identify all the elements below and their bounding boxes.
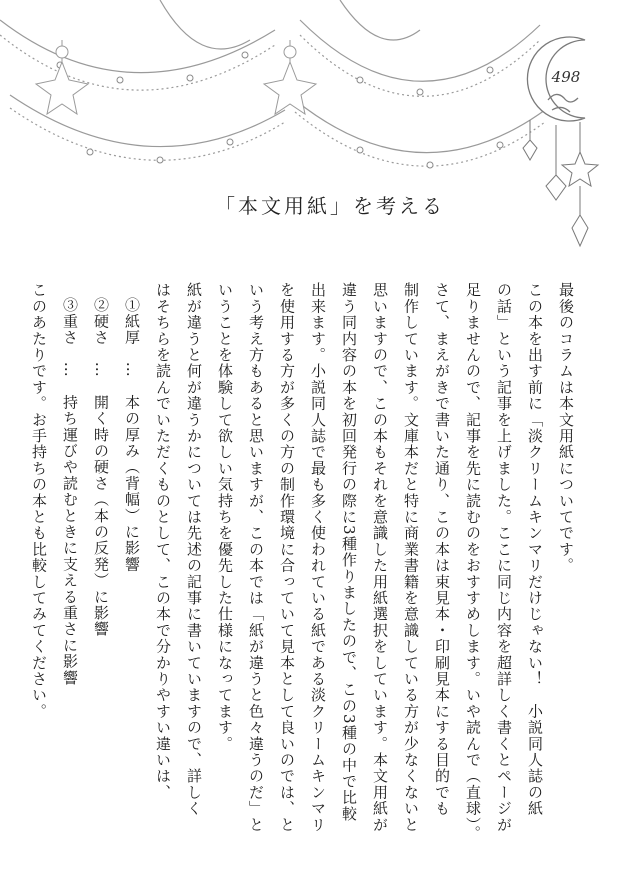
paragraph-line: 違う同内容の本を初回発行の際に3種作りましたので、この3種の中で比較 bbox=[340, 282, 358, 822]
paragraph-line: このあたりです。お手持ちの本とも比較してみてください。 bbox=[30, 282, 48, 720]
star-icon bbox=[36, 40, 316, 114]
paragraph-line: 足りませんので、記事を先に読むのをおすすめします。いや読んで（直球）。 bbox=[464, 282, 482, 842]
paragraph-line: 最後のコラムは本文用紙についてです。 bbox=[557, 282, 575, 574]
body-text bbox=[23, 282, 581, 842]
list-item: ①紙厚 … 本の厚み（背幅）に影響 bbox=[123, 297, 141, 573]
page-title: 「本文用紙」を考える bbox=[215, 194, 445, 218]
paragraph-line: を使用する方が多くの方の制作環境に合っていて見本として良いのでは、と bbox=[278, 282, 296, 833]
paragraph-line: この本を出す前に「淡クリームキンマリだけじゃない！ 小説同人誌の紙 bbox=[526, 282, 544, 817]
paragraph-line: はそちらを読んでいただくものとして、この本で分かりやすい違いは、 bbox=[154, 282, 172, 801]
list-item: ②硬さ … 開く時の硬さ（本の反発）に影響 bbox=[92, 297, 110, 638]
paragraph-line: いうことを体験して欲しい気持ちを優先した仕様になってます。 bbox=[216, 282, 234, 752]
list-item: ③重さ … 持ち運びや読むときに支える重さに影響 bbox=[61, 297, 79, 686]
paragraph-line: さて、まえがきで書いた通り、この本は束見本・印刷見本にする目的でも bbox=[433, 282, 451, 817]
paragraph-line: 制作しています。文庫本だと特に商業書籍を意識している方が少なくないと bbox=[402, 282, 420, 833]
paragraph-line: 思いますので、この本もそれを意識した用紙選択をしています。本文用紙が bbox=[371, 282, 389, 833]
decorative-garland bbox=[0, 0, 621, 260]
page-number: 498 bbox=[551, 68, 581, 86]
paragraph-line: 出来ます。小説同人誌で最も多く使われている紙である淡クリームキンマリ bbox=[309, 282, 327, 833]
paragraph-line: いう考え方もあると思いますが、この本では「紙が違うと色々違うのだ」と bbox=[247, 282, 265, 833]
paragraph-line: の話」という記事を上げました。ここに同じ内容を超詳しく書くとページが bbox=[495, 282, 513, 833]
crystal-icon bbox=[523, 120, 598, 246]
paragraph-line: 紙が違うと何が違うかについては先述の記事に書いていますので、詳しく bbox=[185, 282, 203, 817]
